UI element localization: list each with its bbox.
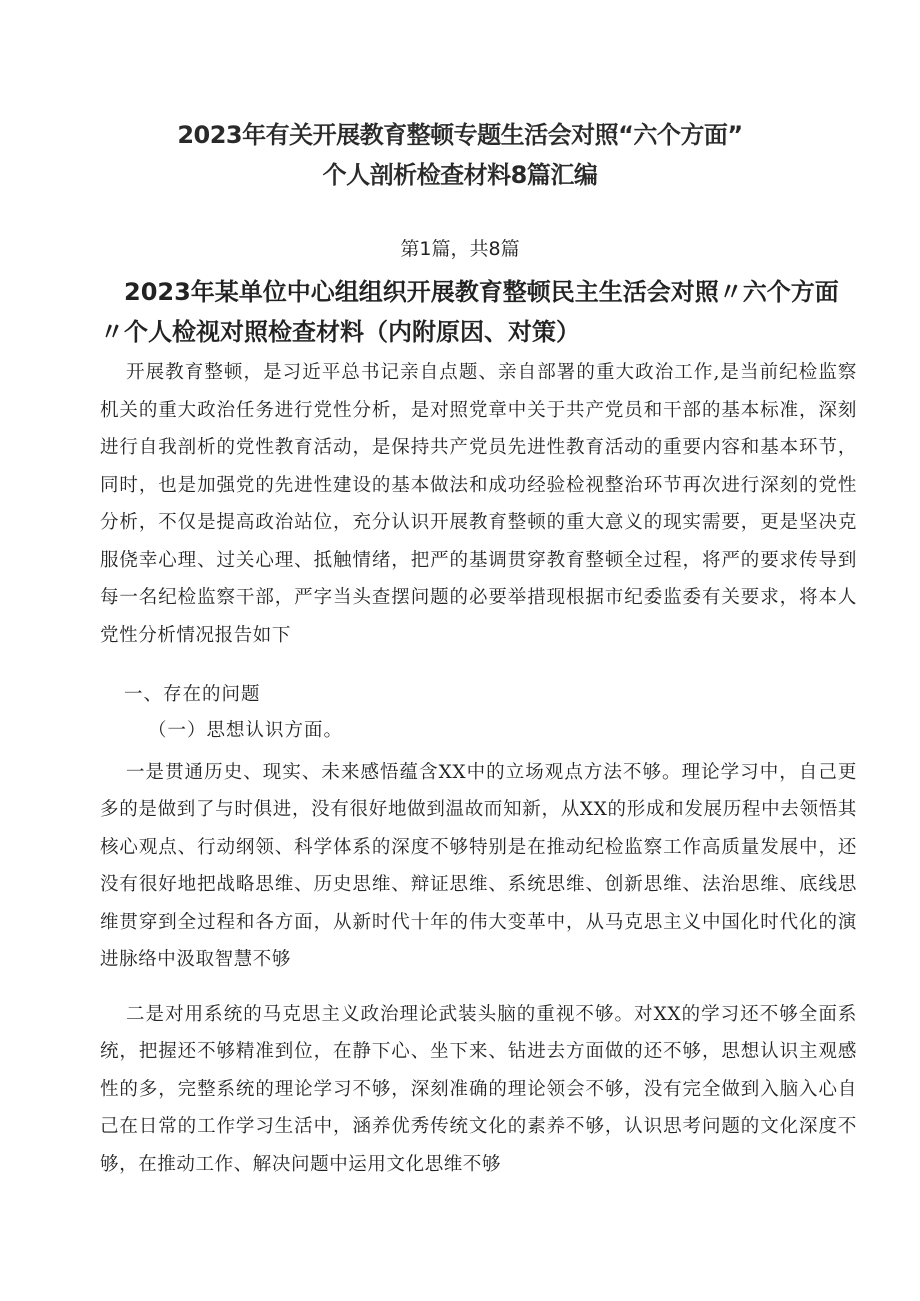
paragraph-two: 二是对用系统的马克思主义政治理论武装头脑的重视不够。对XX的学习还不够全面系统，把握还不够精准到位，在静下心、坐下来、钻进去方面做的还不够，思想认识主观感性的多，完整系统的理论学习不够，深刻准确的理论领会不够，没有完全做到入脑入心自己在日常的工作学习生活中，涵养优秀传统文化的素养不够，认识思考问题的文化深度不够，在推动工作、解决问题中运用文化思维不够 — [100, 1004, 857, 1175]
document-title-line2: 个人剖析检查材料8篇汇编 — [322, 161, 598, 189]
paragraph-one: 一是贯通历史、现实、未来感悟蕴含XX中的立场观点方法不够。理论学习中，自己更多的是做到了与时俱进，没有很好地做到温故而知新，从XX的形成和发展历程中去领悟其核心观点、行动纲领、科学体系的深度不够特别是在推动纪检监察工作高质量发展中，还没有很好地把战略思维、历史思维、辩证思维、系统思维、创新思维、法治思维、底线思维贯穿到全过程和各方面，从新时代十年的伟大变革中，从马克思主义中国化时代化的演进脉络中汲取智慧不够 — [100, 762, 857, 971]
document-title — [60, 115, 860, 195]
part-label: 第1篇，共8篇 — [400, 238, 520, 260]
section-heading: 一、存在的问题 — [124, 684, 261, 705]
subsection-heading: （一）思想认识方面。 — [148, 720, 344, 741]
section-subtitle — [100, 272, 860, 352]
section-subtitle-text: 2023年某单位中心组组织开展教育整顿民主生活会对照〃六个方面〃个人检视对照检查材料（内附原因、对策） — [100, 278, 839, 346]
document-title-line1: 2023年有关开展教育整顿专题生活会对照“六个方面” — [177, 121, 743, 149]
intro-paragraph: 开展教育整顿，是习近平总书记亲自点题、亲自部署的重大政治工作,是当前纪检监察机关的重大政治任务进行党性分析，是对照党章中关于共产党员和干部的基本标准，深刻进行自我剖析的党性教育活动，是保持共产党员先进性教育活动的重要内容和基本环节，同时，也是加强党的先进性建设的基本做法和成功经验检视整治环节再次进行深刻的党性分析，不仅是提高政治站位，充分认识开展教育整顿的重大意义的现实需要，更是坚决克服侥幸心理、过关心理、抵触情绪，把严的基调贯穿教育整顿全过程，将严的要求传导到每一名纪检监察干部，严字当头查摆问题的必要举措现根据市纪委监委有关要求，将本人党性分析情况报告如下 — [100, 362, 857, 646]
